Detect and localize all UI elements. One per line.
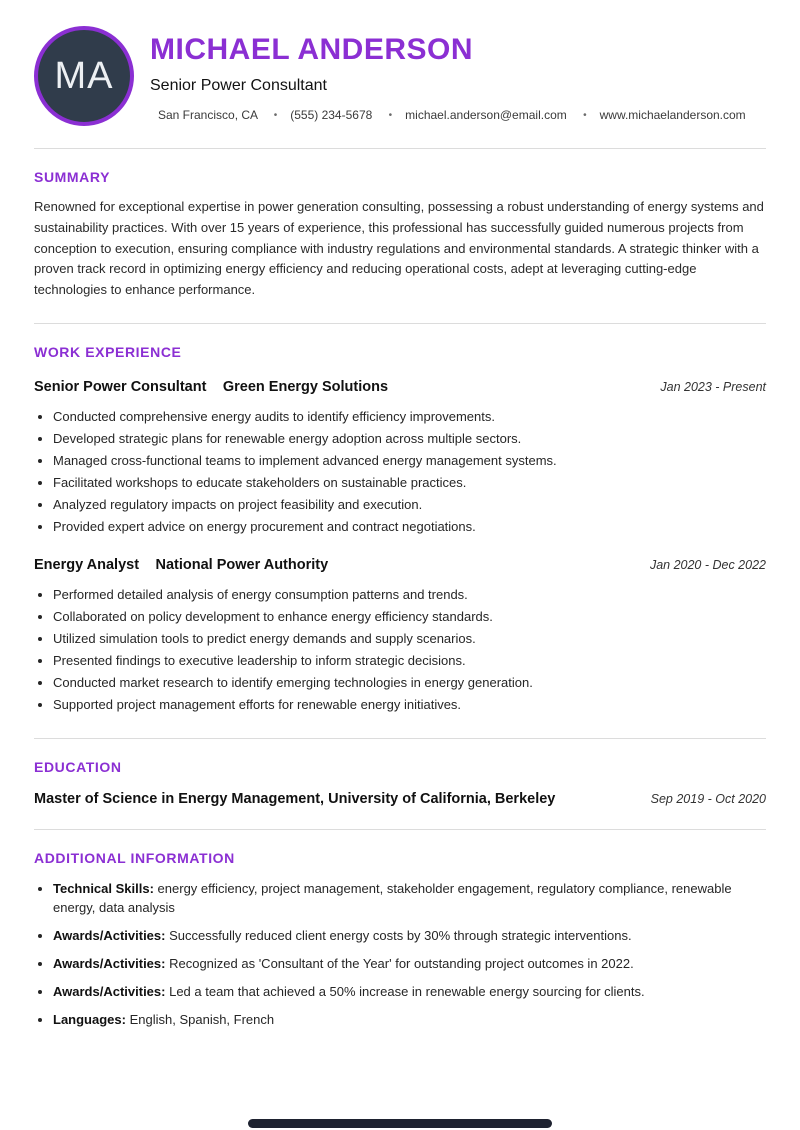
bullet-item: • Supported project management efforts for renewable energy initiatives. — [53, 694, 766, 716]
job-entry — [34, 378, 766, 538]
job-header — [34, 378, 766, 396]
info-text: Recognized as 'Consultant of the Year' for outstanding project outcomes in 2022. — [169, 955, 634, 971]
info-label: Technical Skills: — [53, 880, 154, 896]
avatar-initials: MA — [54, 54, 114, 97]
resume-header — [34, 26, 766, 126]
job-company: Green Energy Solutions — [222, 378, 389, 395]
info-text: Led a team that achieved a 50% increase in renewable energy sourcing for clients. — [169, 983, 645, 999]
info-text: English, Spanish, French — [129, 1011, 275, 1027]
work-experience-heading: WORK EXPERIENCE — [34, 343, 182, 360]
additional-info-section — [34, 850, 766, 1029]
job-role: Energy Analyst — [34, 556, 140, 573]
additional-info-heading: ADDITIONAL INFORMATION — [34, 849, 235, 866]
job-dates: Jan 2023 - Present — [660, 379, 766, 394]
work-experience-section — [34, 344, 766, 716]
contact-item: • www.michaelanderson.com — [570, 108, 746, 122]
section-divider — [34, 738, 766, 739]
bullet-item: • Managed cross-functional teams to implement advanced energy management systems. — [53, 450, 766, 472]
additional-info-item — [53, 954, 766, 973]
additional-info-item — [53, 926, 766, 945]
bullet-item: • Performed detailed analysis of energy consumption patterns and trends. — [53, 584, 766, 606]
info-text: Successfully reduced client energy costs by 30% through strategic interventions. — [169, 927, 632, 943]
info-label: Awards/Activities: — [53, 927, 166, 943]
avatar — [34, 26, 134, 126]
contact-item: • (555) 234-5678 — [261, 108, 373, 122]
info-label: Awards/Activities: — [53, 983, 166, 999]
education-heading: EDUCATION — [34, 758, 122, 775]
bullet-item: • Developed strategic plans for renewable energy adoption across multiple sectors. — [53, 428, 766, 450]
bullet-item: • Conducted market research to identify emerging technologies in energy generation. — [53, 672, 766, 694]
bullet-item: • Utilized simulation tools to predict energy demands and supply scenarios. — [53, 628, 766, 650]
name-heading: MICHAEL ANDERSON — [150, 32, 474, 66]
education-entry — [34, 791, 766, 807]
job-entry — [34, 556, 766, 716]
section-divider — [34, 829, 766, 830]
bullet-item: • Conducted comprehensive energy audits to identify efficiency improvements. — [53, 406, 766, 428]
summary-text: Renowned for exceptional expertise in power generation consulting, possessing a robust understanding of energy systems and sustainability practices. With over 15 years of experience, this professional has successfully guided numerous projects from conception to execution, ensuring compliance with industry regulations and environmental standards. A strategic thinker with a proven track record in optimizing energy efficiency and reducing operational costs, adept at leveraging cutting-edge technologies to enhance performance. — [34, 199, 764, 298]
job-title-line — [34, 556, 328, 574]
bullet-item: • Analyzed regulatory impacts on project feasibility and execution. — [53, 494, 766, 516]
info-label: Awards/Activities: — [53, 955, 166, 971]
info-label: Languages: — [53, 1011, 126, 1027]
additional-info-item — [53, 982, 766, 1001]
footer-bar — [248, 1119, 552, 1128]
bullet-item: • Facilitated workshops to educate stakeholders on sustainable practices. — [53, 472, 766, 494]
additional-info-item — [53, 879, 766, 917]
job-bullet-list — [34, 584, 766, 716]
summary-heading: SUMMARY — [34, 169, 111, 185]
bullet-item: • Collaborated on policy development to enhance energy efficiency standards. — [53, 606, 766, 628]
bullet-item: • Presented findings to executive leadership to inform strategic decisions. — [53, 650, 766, 672]
contact-row — [150, 108, 746, 122]
info-text: energy efficiency, project management, stakeholder engagement, regulatory compliance, renewable energy, data analysis — [53, 880, 732, 915]
education-dates: Sep 2019 - Oct 2020 — [650, 791, 766, 806]
education-section — [34, 759, 766, 807]
job-company: National Power Authority — [155, 556, 329, 573]
contact-item: • michael.anderson@email.com — [376, 108, 567, 122]
additional-info-item — [53, 1010, 766, 1029]
additional-info-list — [34, 879, 766, 1029]
section-divider — [34, 148, 766, 149]
job-bullet-list — [34, 406, 766, 538]
job-role: Senior Power Consultant — [34, 378, 207, 395]
bullet-item: • Provided expert advice on energy procurement and contract negotiations. — [53, 516, 766, 538]
job-dates: Jan 2020 - Dec 2022 — [649, 557, 766, 572]
job-title-line — [34, 378, 388, 396]
contact-item: San Francisco, CA — [158, 107, 258, 122]
headline-title: Senior Power Consultant — [150, 76, 327, 94]
job-header — [34, 556, 766, 574]
section-divider — [34, 323, 766, 324]
header-text — [150, 31, 746, 122]
education-degree: Master of Science in Energy Management, University of California, Berkeley — [34, 790, 556, 807]
summary-section — [34, 169, 766, 301]
